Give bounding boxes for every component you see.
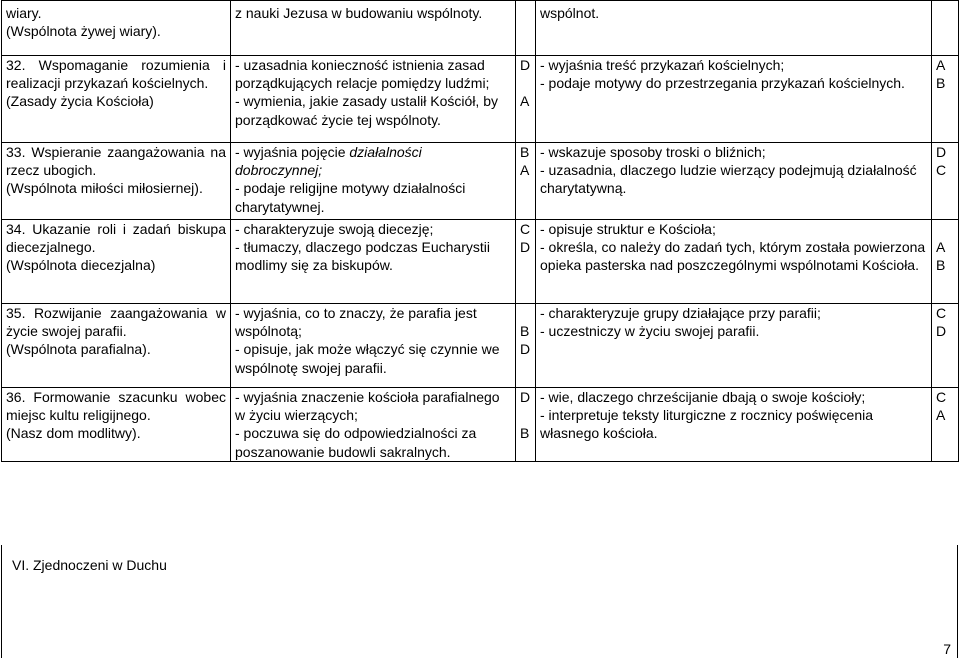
req-level-line: A <box>936 239 946 256</box>
goal-level-line: B <box>520 144 530 160</box>
requirements-line: - podaje motywy do przestrzegania przykazań kościelnych. <box>540 75 905 92</box>
topic-line: (Wspólnota miłości miłosiernej). <box>6 180 203 197</box>
requirements-line: - charakteryzuje grupy działające przy parafii; <box>540 305 821 321</box>
requirements-line: wspólnot. <box>540 5 600 21</box>
req-level-cell <box>932 304 959 388</box>
topic-cell <box>2 56 231 143</box>
req-level-cell <box>932 56 959 143</box>
goal-level-line: D <box>520 341 531 358</box>
goal-level-line: B <box>520 425 530 442</box>
requirements-cell <box>536 143 932 220</box>
topic-line: (Wspólnota diecezjalna) <box>6 257 156 274</box>
req-level-line: B <box>936 257 946 274</box>
requirements-line: - opisuje struktur e Kościoła; <box>540 221 716 237</box>
topic-cell <box>2 143 231 220</box>
goals-line: - uzasadnia konieczność istnienia zasad porządkujących relacje pomiędzy ludźmi; <box>235 57 490 92</box>
goals-line: z nauki Jezusa w budowaniu wspólnoty. <box>235 5 483 21</box>
table-row <box>2 1 959 56</box>
goals-cell <box>231 304 516 388</box>
topic-line: (Zasady życia Kościoła) <box>6 93 154 110</box>
goal-level-cell <box>516 304 536 388</box>
section-heading: VI. Zjednoczeni w Duchu <box>12 557 167 573</box>
topic-line: (Wspólnota parafialna). <box>6 341 151 358</box>
requirements-line: - uzasadnia, dlaczego ludzie wierzący podejmują działalność charytatywną. <box>540 162 917 197</box>
topic-line: wiary. <box>6 5 42 21</box>
goal-level-cell <box>516 56 536 143</box>
goal-level-line: A <box>520 162 530 179</box>
goals-line: - wyjaśnia pojęcie działalności dobroczynnej; <box>235 144 422 179</box>
topic-cell <box>2 304 231 388</box>
topic-line: 36. Formowanie szacunku wobec miejsc kultu religijnego. <box>6 389 226 424</box>
goals-line: - podaje religijne motywy działalności charytatywnej. <box>235 180 466 215</box>
topic-line: (Nasz dom modlitwy). <box>6 425 141 442</box>
topic-line: 32. Wspomaganie rozumienia i realizacji przykazań kościelnych. <box>6 57 226 92</box>
page-number: 7 <box>943 641 951 657</box>
goal-level-line: B <box>520 323 530 340</box>
table-row <box>2 388 959 462</box>
goals-cell <box>231 220 516 304</box>
req-level-line: C <box>936 162 947 179</box>
goals-cell <box>231 56 516 143</box>
req-level-line: A <box>936 57 946 73</box>
goals-line: - wyjaśnia, co to znaczy, że parafia jest wspólnotą; <box>235 305 477 340</box>
requirements-cell <box>536 388 932 462</box>
topic-line: 34. Ukazanie roli i zadań biskupa diecezjalnego. <box>6 221 226 256</box>
topic-line: (Wspólnota żywej wiary). <box>6 23 161 40</box>
table-row <box>2 220 959 304</box>
req-level-line: A <box>936 407 946 424</box>
goal-level-line: D <box>520 389 531 405</box>
req-level-line: C <box>936 389 947 405</box>
goal-level-line: D <box>520 239 531 256</box>
requirements-line: - uczestniczy w życiu swojej parafii. <box>540 323 760 340</box>
requirements-line: - wyjaśnia treść przykazań kościelnych; <box>540 57 785 73</box>
requirements-line: - wie, dlaczego chrześcijanie dbają o swoje kościoły; <box>540 389 866 405</box>
requirements-cell <box>536 220 932 304</box>
req-level-cell <box>932 220 959 304</box>
req-level-line: B <box>936 75 946 92</box>
goal-level-line <box>520 74 531 92</box>
req-level-cell <box>932 1 959 56</box>
goal-level-cell <box>516 1 536 56</box>
goals-line: - charakteryzuje swoją diecezję; <box>235 221 434 237</box>
goals-line: - opisuje, jak może włączyć się czynnie we wspólnotę swojej parafii. <box>235 341 500 376</box>
goal-level-line <box>520 406 531 424</box>
topic-cell <box>2 388 231 462</box>
topic-cell <box>2 220 231 304</box>
curriculum-table <box>1 0 959 462</box>
req-level-line: C <box>936 305 947 321</box>
goal-level-cell <box>516 388 536 462</box>
requirements-line: - wskazuje sposoby troski o bliźnich; <box>540 144 766 160</box>
goal-level-cell <box>516 220 536 304</box>
goals-cell <box>231 388 516 462</box>
req-level-line: D <box>936 323 947 340</box>
goals-line: - tłumaczy, dlaczego podczas Eucharystii modlimy się za biskupów. <box>235 239 490 274</box>
topic-cell <box>2 1 231 56</box>
table-row <box>2 143 959 220</box>
topic-line: 35. Rozwijanie zaangażowania w życie swojej parafii. <box>6 305 226 340</box>
table-row <box>2 304 959 388</box>
goals-line: - wyjaśnia znaczenie kościoła parafialnego w życiu wierzących; <box>235 389 500 424</box>
requirements-cell <box>536 1 932 56</box>
requirements-cell <box>536 56 932 143</box>
goal-level-line: D <box>520 57 531 73</box>
requirements-line: - określa, co należy do zadań tych, którym została powierzona opieka pasterska nad poszczególnymi wspólnotami Kościoła. <box>540 239 926 274</box>
topic-line: 33. Wspieranie zaangażowania na rzecz ubogich. <box>6 144 226 179</box>
goals-cell <box>231 143 516 220</box>
req-level-cell <box>932 143 959 220</box>
table-row <box>2 56 959 143</box>
req-level-cell <box>932 388 959 462</box>
req-level-line: D <box>936 144 947 160</box>
goals-line: - poczuwa się do odpowiedzialności za poszanowanie budowli sakralnych. <box>235 425 477 460</box>
req-level-line <box>936 220 954 238</box>
requirements-cell <box>536 304 932 388</box>
goals-cell <box>231 1 516 56</box>
goal-level-line <box>520 304 531 322</box>
requirements-line: - interpretuje teksty liturgiczne z rocznicy poświęcenia własnego kościoła. <box>540 407 874 442</box>
goal-level-cell <box>516 143 536 220</box>
goal-level-line: A <box>520 93 530 110</box>
goals-line: - wymienia, jakie zasady ustalił Kościół, by porządkować życie tej wspólnoty. <box>235 93 498 128</box>
goal-level-line: C <box>520 221 531 237</box>
curriculum-table-body <box>2 1 959 462</box>
